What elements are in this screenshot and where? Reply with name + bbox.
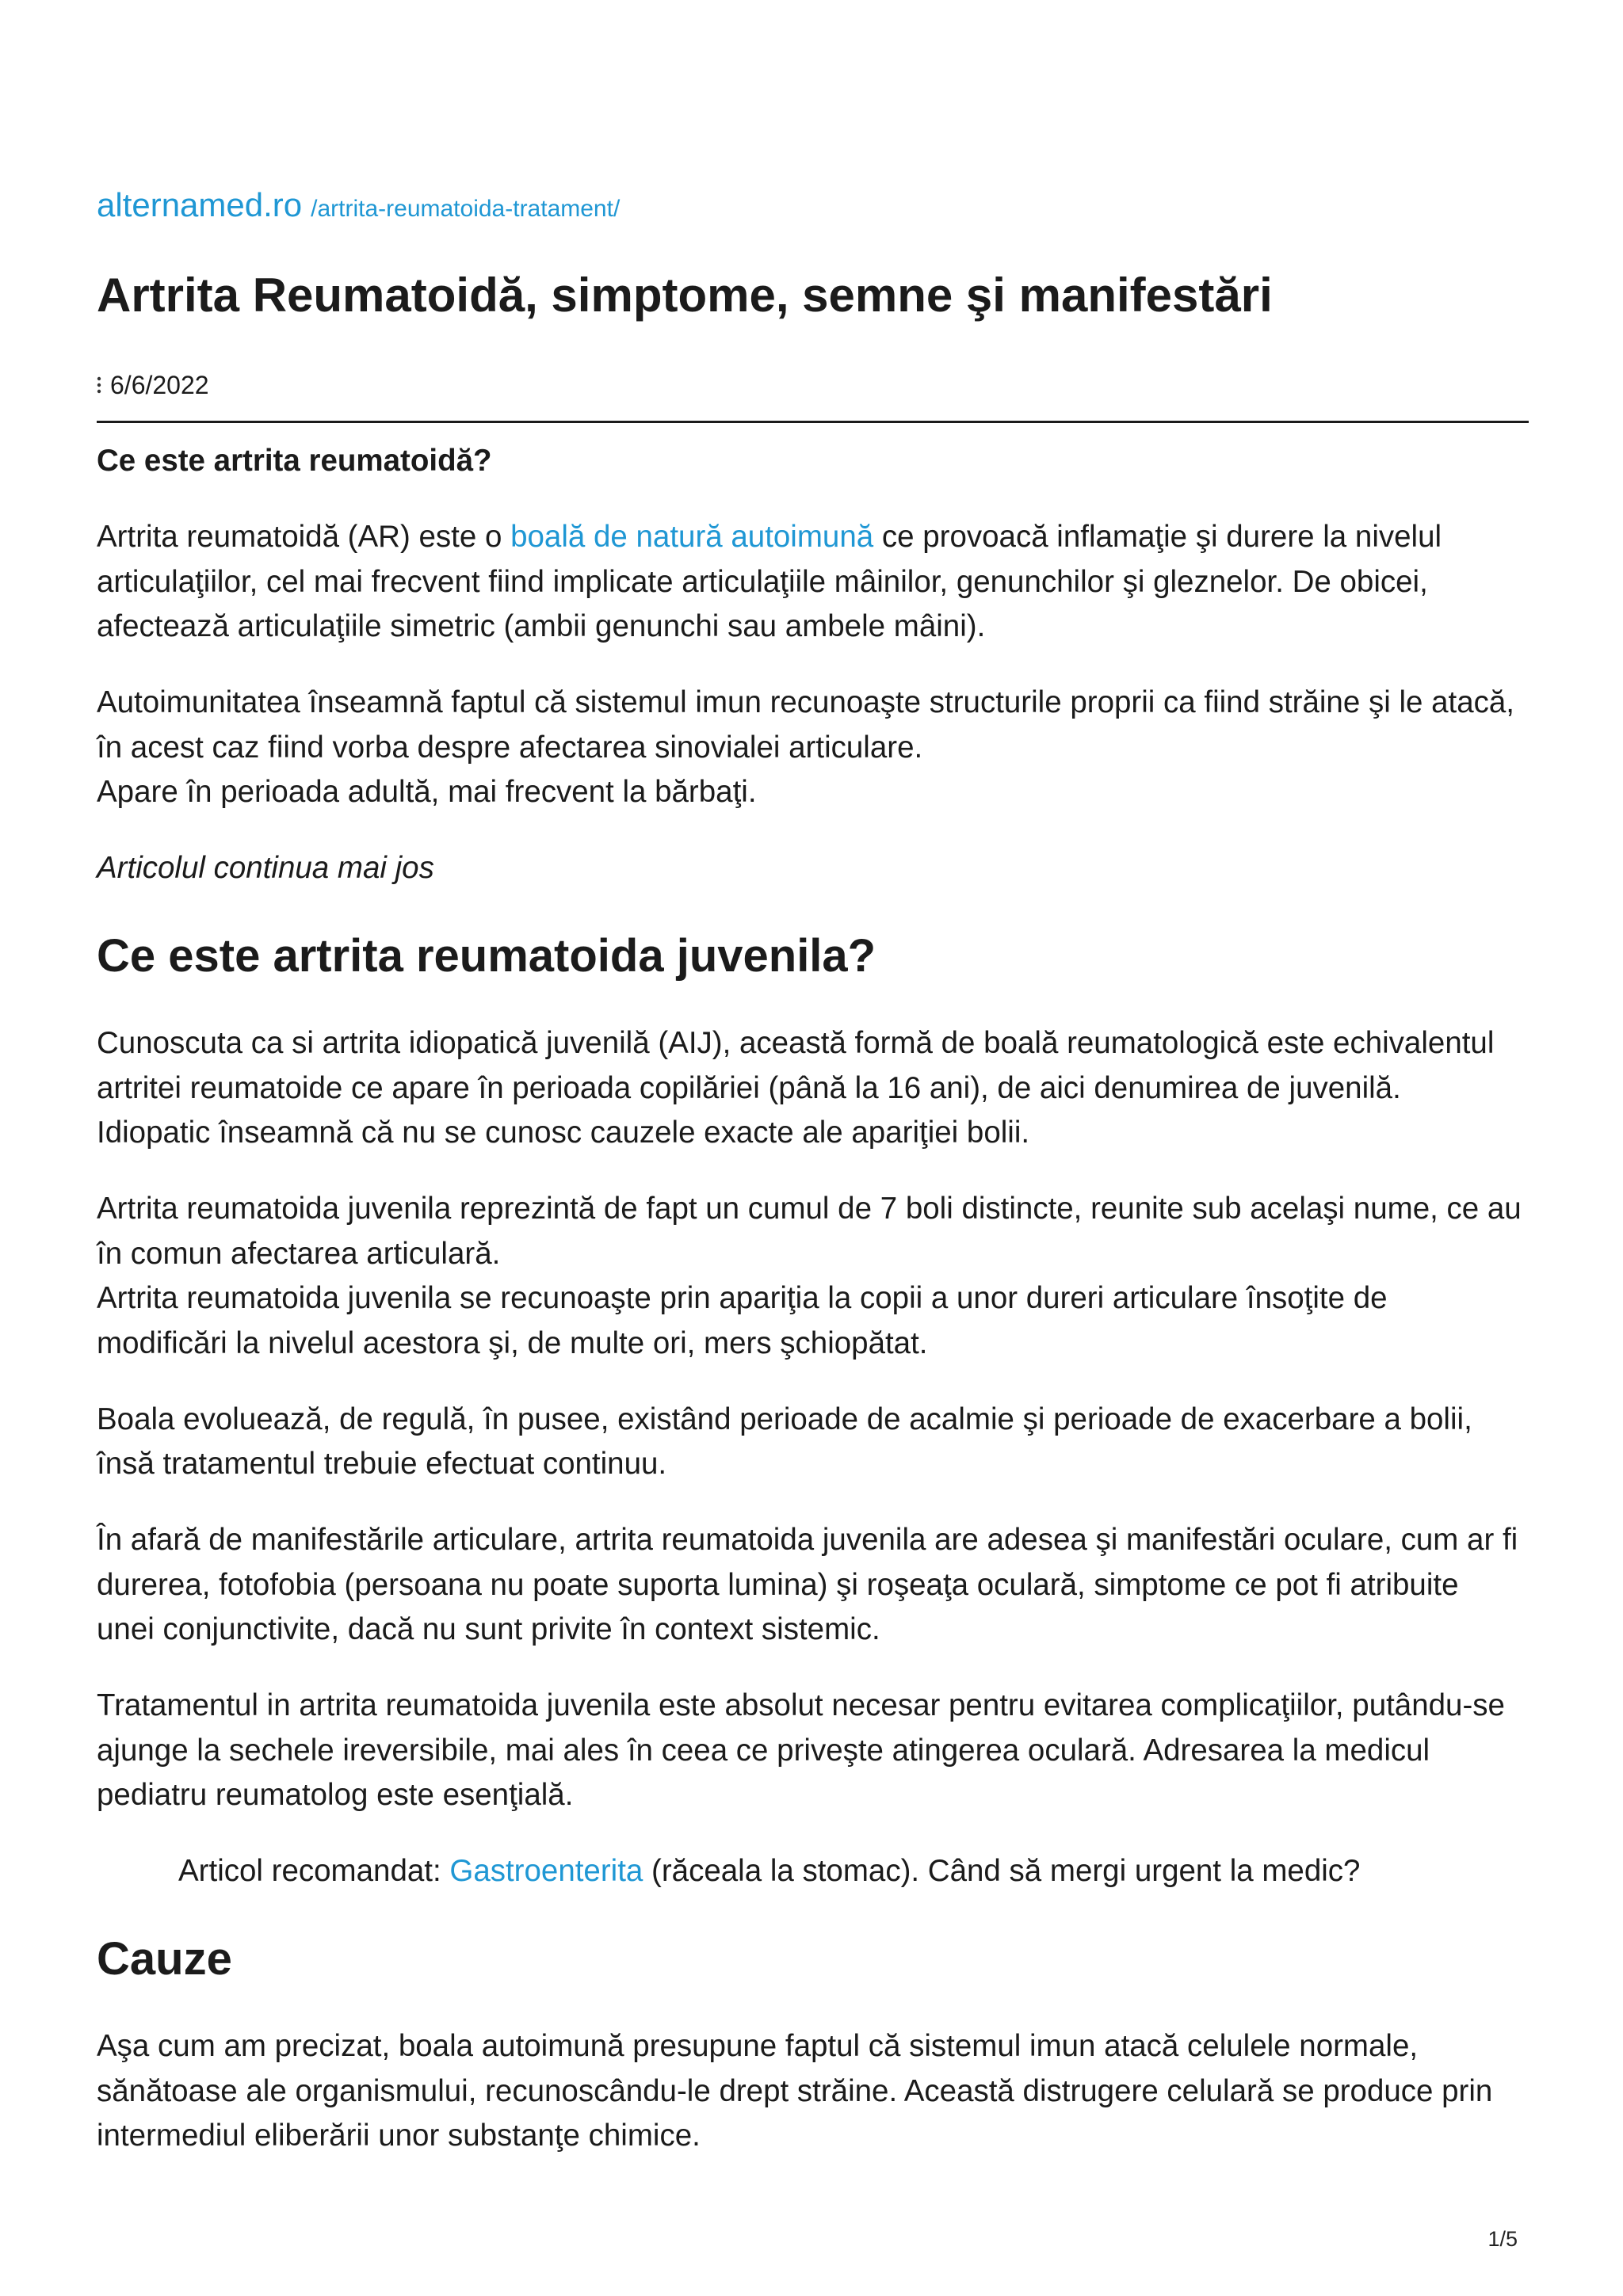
recommended-label: Articol recomandat: (178, 1854, 450, 1888)
paragraph-line: în comun afectarea articulară. (97, 1236, 501, 1271)
paragraph-line: În afară de manifestările articulare, artrita reumatoida juvenila are adesea şi manifestări oculare, cum ar fi (97, 1523, 1518, 1557)
gastroenteritis-link[interactable]: Gastroenterita (449, 1854, 643, 1888)
continue-note: Articolul continua mai jos (97, 851, 434, 885)
paragraph (97, 1684, 1529, 1818)
paragraph (97, 2024, 1529, 2159)
paragraph-line: pediatru reumatolog este esenţială. (97, 1778, 574, 1812)
date-icon (97, 376, 101, 395)
paragraph-line: în acest caz fiind vorba despre afectarea sinovialei articulare. (97, 730, 923, 765)
paragraph-line: articulaţiilor, cel mai frecvent fiind implicate articulaţiile mâinilor, genunchilor şi gleznelor. De obicei, (97, 564, 1428, 599)
publish-date: 6/6/2022 (110, 371, 209, 399)
section-causes (97, 1932, 1529, 2158)
paragraph (97, 1021, 1529, 1156)
paragraph-line: Idiopatic înseamnă că nu se cunosc cauzele exacte ale apariţiei bolii. (97, 1116, 1030, 1150)
article-body (97, 439, 1529, 2190)
paragraph (97, 681, 1529, 815)
site-domain-link[interactable]: alternamed.ro (97, 186, 303, 223)
paragraph-line: durerea, fotofobia (persoana nu poate suporta lumina) şi roşeaţa oculară, simptome ce pot fi atribuite (97, 1567, 1459, 1602)
paragraph-line: Artrita reumatoida juvenila reprezintă de fapt un cumul de 7 boli distincte, reunite sub acelaşi nume, ce au (97, 1192, 1522, 1226)
line-text: Artrita reumatoidă (AR) este o (97, 520, 511, 554)
paragraph (97, 1187, 1529, 1366)
paragraph-line: unei conjunctivite, dacă nu sunt privite în context sistemic. (97, 1612, 880, 1646)
section-heading: Cauze (97, 1933, 232, 1985)
recommended-article (97, 1849, 1529, 1894)
paragraph-line: Artrita reumatoida juvenila se recunoaşte prin apariţia la copii a unor dureri articulare însoţite de (97, 1281, 1388, 1315)
page-number: 1/5 (1487, 2227, 1518, 2251)
article-title: Artrita Reumatoidă, simptome, semne şi manifestări (97, 269, 1273, 322)
section-heading: Ce este artrita reumatoida juvenila? (97, 930, 876, 982)
paragraph-line: ajunge la sechele ireversibile, mai ales în ceea ce priveşte atingerea oculară. Adresarea la medicul (97, 1733, 1430, 1768)
paragraph (97, 1398, 1529, 1487)
article-meta (97, 369, 209, 401)
section-juvenile (97, 929, 1529, 1894)
paragraph-line: Cunoscuta ca si artrita idiopatică juvenilă (AIJ), această formă de boală reumatologică este echivalentul (97, 1026, 1495, 1060)
autoimmune-disease-link[interactable]: boală de natură autoimună (510, 520, 874, 554)
paragraph-line: Apare în perioada adultă, mai frecvent la bărbaţi. (97, 775, 757, 809)
header-divider (97, 421, 1529, 423)
paragraph (97, 515, 1529, 650)
paragraph-line: Aşa cum am precizat, boala autoimună presupune faptul că sistemul imun atacă celulele normale, (97, 2029, 1419, 2063)
paragraph-line (97, 515, 1529, 560)
line-text: ce provoacă inflamaţie şi durere la nivelul (873, 520, 1442, 554)
page-path-link[interactable]: /artrita-reumatoida-tratament/ (311, 196, 621, 222)
paragraph-line: modificări la nivelul acestora şi, de multe ori, mers şchiopătat. (97, 1325, 928, 1360)
intro-heading: Ce este artrita reumatoidă? (97, 444, 492, 478)
paragraph-line: sănătoase ale organismului, recunoscându-le drept străine. Această distrugere celulară se produce prin (97, 2073, 1493, 2108)
paragraph-line: Autoimunitatea înseamnă faptul că sistemul imun recunoaşte structurile proprii ca fiind străine şi le atacă, (97, 685, 1514, 719)
paragraph (97, 1518, 1529, 1653)
paragraph-line: intermediul eliberării unor substanţe chimice. (97, 2119, 701, 2153)
paragraph-line: Tratamentul in artrita reumatoida juvenila este absolut necesar pentru evitarea complicaţiilor, putându-se (97, 1688, 1505, 1722)
paragraph-line: artritei reumatoide ce apare în perioada copilăriei (până la 16 ani), de aici denumirea de juvenilă. (97, 1070, 1401, 1105)
page-header (97, 185, 620, 225)
paragraph-line: Boala evoluează, de regulă, în pusee, existând perioade de acalmie şi perioade de exacerbare a bolii, (97, 1402, 1472, 1436)
paragraph-line: afectează articulaţiile simetric (ambii genunchi sau ambele mâini). (97, 609, 986, 643)
paragraph-line: însă tratamentul trebuie efectuat continuu. (97, 1447, 667, 1481)
recommended-text: (răceala la stomac). Când să mergi urgent la medic? (643, 1854, 1361, 1888)
